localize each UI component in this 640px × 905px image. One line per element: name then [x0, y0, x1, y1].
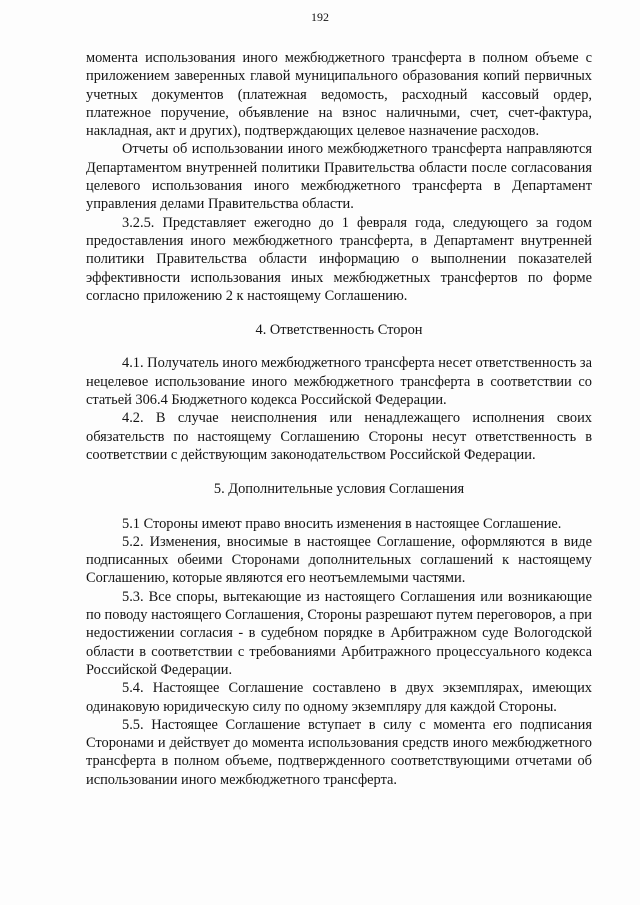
- section-5-title: 5. Дополнительные условия Соглашения: [213, 481, 465, 498]
- paragraph-5-1: 5.1 Стороны имеют право вносить изменения в настоящее Соглашение.: [122, 515, 562, 532]
- paragraph-5-5: 5.5. Настоящее Соглашение вступает в силу с момента его подписания Сторонами и действует до момента использования средств иного межбюджетного трансферта в полном объеме, подтвержденного соответствующими отчетами об использовании иного межбюджетного трансферта.: [86, 716, 592, 788]
- paragraph-4-1: 4.1. Получатель иного межбюджетного трансферта несет ответственность за нецелевое использование иного межбюджетного трансферта в соответствии со статьей 306.4 Бюджетного кодекса Российской Федерации.: [86, 355, 592, 409]
- document-body: [86, 49, 592, 789]
- paragraph-5-2: 5.2. Изменения, вносимые в настоящее Соглашение, оформляются в виде подписанных обеими Сторонами дополнительных соглашений к настоящему Соглашению, которые являются его неотъемлемыми частями.: [86, 533, 592, 587]
- paragraph-3-2-5: 3.2.5. Представляет ежегодно до 1 февраля года, следующего за годом предоставления иного межбюджетного трансферта, в Департамент внутренней политики Правительства области информацию о выполнении показателей эффективности использования иных межбюджетных трансфертов по форме согласно приложению 2 к настоящему Соглашению.: [86, 214, 592, 304]
- section-4-title: 4. Ответственность Сторон: [255, 322, 423, 339]
- paragraph-5-3: 5.3. Все споры, вытекающие из настоящего Соглашения или возникающие по поводу настоящего Соглашения, Стороны разрешают путем переговоров, а при недостижении согласия - в судебном порядке в Арбитражном суде Вологодской области в соответствии с требованиями Арбитражного процессуального кодекса Российской Федерации.: [86, 588, 592, 678]
- page-number: 192: [311, 10, 329, 24]
- paragraph-4-2: 4.2. В случае неисполнения или ненадлежащего исполнения своих обязательств по настоящему Соглашению Стороны несут ответственность в соответствии с действующим законодательством Российской Федерации.: [86, 410, 592, 463]
- paragraph-continuation: момента использования иного межбюджетного трансферта в полном объеме с приложением заверенных главой муниципального образования копий первичных учетных документов (платежная ведомость, расходный кассовый ордер, платежное поручение, объявление на взнос наличными, счет, счет-фактура, накладная, акт и других), подтверждающих целевое назначение расходов.: [86, 50, 592, 140]
- paragraph-5-4: 5.4. Настоящее Соглашение составлено в двух экземплярах, имеющих одинаковую юридическую силу по одному экземпляру для каждой Стороны.: [86, 680, 592, 715]
- paragraph-reports: Отчеты об использовании иного межбюджетного трансферта направляются Департаментом внутренней политики Правительства области после согласования целевого использования иного межбюджетного трансферта в Департамент управления делами Правительства области.: [86, 141, 592, 213]
